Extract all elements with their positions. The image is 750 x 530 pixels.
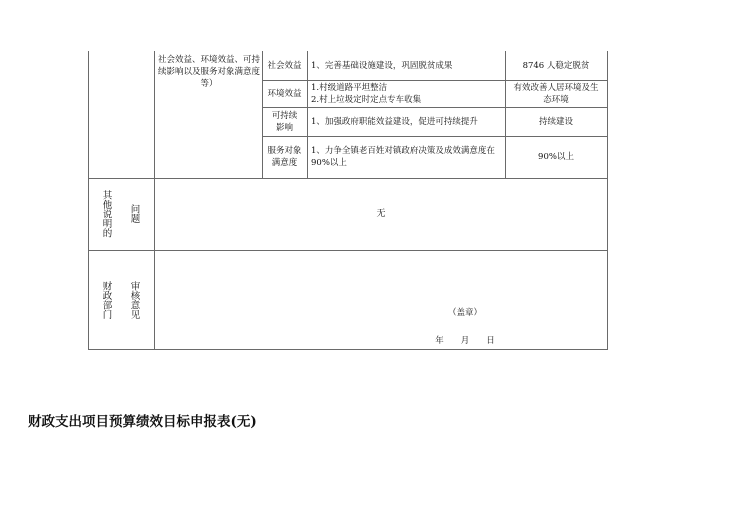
content-service-satisfaction: 1、力争全镇老百姓对镇政府决策及成效满意度在 90%以上 [311, 146, 495, 168]
table-border-bottom [88, 349, 608, 350]
target-service-satisfaction: 90%以上 [538, 152, 574, 162]
indicator-sustainable-impact: 可持续影响 [271, 110, 298, 133]
table-border-right [607, 51, 608, 350]
target-sustainable-impact: 持续建设 [538, 116, 573, 127]
indicator-social-benefit: 社会效益 [267, 60, 302, 71]
section-title: 财政支出项目预算绩效目标申报表(无) [28, 414, 257, 430]
date-placeholder: 年 月 日 [435, 336, 495, 346]
other-issues-label-a: 其他说明的 [100, 190, 112, 238]
finance-review-label-a: 财政部门 [100, 281, 112, 319]
table-border-left [88, 51, 89, 350]
finance-review-label-b: 审核意见 [128, 281, 140, 319]
target-social-benefit: 8746 人稳定脱贫 [522, 60, 590, 71]
seal-placeholder: （盖章） [447, 308, 482, 318]
indicator-service-satisfaction: 服务对象满意度 [267, 146, 302, 168]
content-social-benefit: 1、完善基础设施建设，巩固脱贫成果 [311, 60, 453, 71]
content-environmental-benefit: 1.村级道路平坦整洁 2.村上垃圾定时定点专车收集 [311, 82, 422, 105]
row-line-5 [88, 250, 608, 251]
target-environmental-benefit: 有效改善人居环境及生态环境 [513, 82, 599, 105]
content-sustainable-impact: 1、加强政府职能效益建设，促进可持续提升 [311, 116, 478, 127]
other-issues-value: 无 [376, 209, 386, 219]
indicator-category-label: 社会效益、环境效益、可持续影响以及服务对象满意度等） [158, 55, 261, 89]
other-issues-label-b: 问题 [128, 203, 140, 223]
indicator-environmental-benefit: 环境效益 [267, 88, 302, 99]
